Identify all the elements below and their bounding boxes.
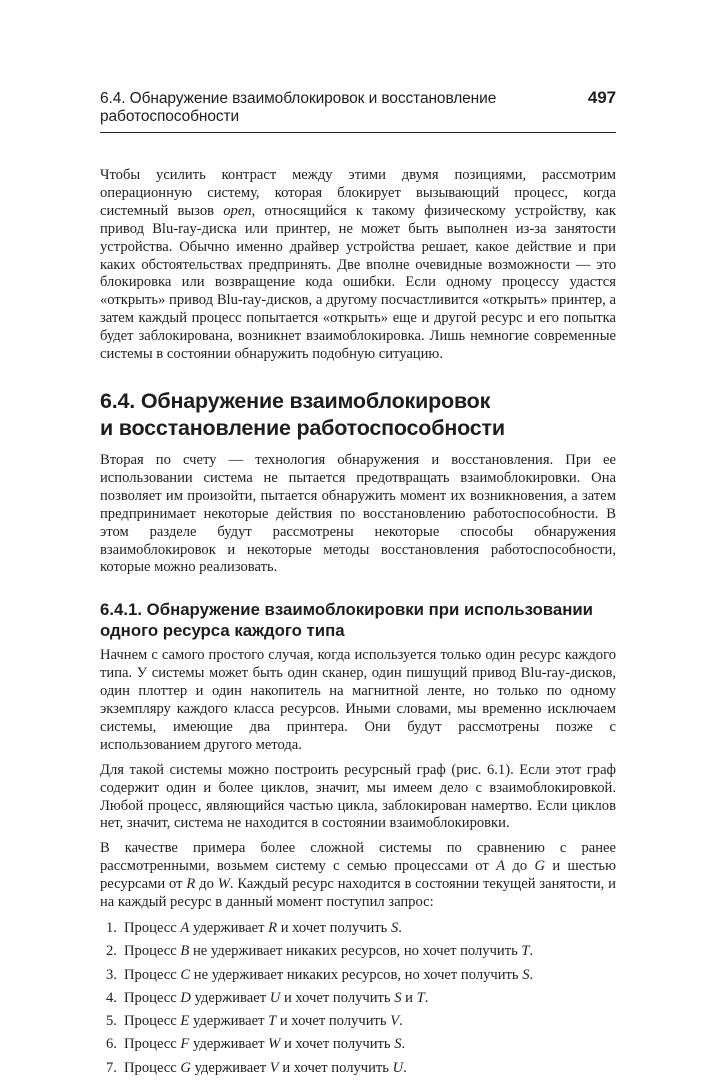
list-item: 2. Процесс B не удерживает никаких ресурсов, но хочет получить T.	[106, 943, 534, 960]
subsection-paragraph-1: Начнем с самого простого случая, когда используется только один ресурс каждого типа. У системы может быть один сканер, один пишущий привод Blu-ray-дисков, один плоттер и один накопитель на магнитной ленте, но только по одному экземпляру каждого класса ресурсов. Иными словами, мы временно исключаем системы, имеющие два принтера. Они будут рассмотрены позже с использованием другого метода.	[100, 647, 616, 753]
intro-text-2: , относящийся к такому физическому устройству, как привод Blu-ray-диска или принтер, не может быть выполнен из-за занятости устройства. Обычно именно драйвер устройства решает, какое действие и при каких обстоятельствах предпринять. Две вполне очевидные возможности — это блокировка или возвращение кода ошибки. Если одному процессу удастся «открыть» привод Blu-ray-дисков, а другому посчастливится «открыть» принтер, а затем каждый процесс попытается «открыть» еще и другой ресурс и его попытка будет заблокирована, возникнет взаимоблокировка. Лишь немногие современные системы в состоянии обнаружить подобную ситуацию.	[100, 202, 616, 363]
syscall-open: open	[223, 202, 252, 219]
list-item: 3. Процесс C не удерживает никаких ресурсов, но хочет получить S.	[106, 966, 534, 983]
subsection-paragraph-3: В качестве примера более сложной системы по сравнению с ранее рассмотренными, возьмем систему с семью процессами от A до G и шестью ресурсами от R до W. Каждый ресурс находится в состоянии текущей занятости, и на каждый ресурс в данный момент поступил запрос:	[100, 840, 616, 911]
list-item: 7. Процесс G удерживает V и хочет получить U.	[106, 1059, 407, 1076]
intro-paragraph	[100, 167, 616, 364]
list-item: 6. Процесс F удерживает W и хочет получить S.	[106, 1036, 406, 1053]
page-number: 497	[587, 88, 616, 107]
book-page	[100, 88, 616, 1083]
subsection-heading-line2: одного ресурса каждого типа	[100, 621, 345, 641]
list-item: 1. Процесс A удерживает R и хочет получить S.	[106, 920, 402, 936]
section-heading	[100, 388, 616, 442]
running-head-title: 6.4. Обнаружение взаимоблокировок и восстановление работоспособности	[100, 90, 497, 125]
running-head	[100, 88, 616, 133]
subsection-paragraph-2: Для такой системы можно построить ресурсный граф (рис. 6.1). Если этот граф содержит один и более циклов, значит, мы имеем дело с взаимоблокировкой. Любой процесс, являющийся частью цикла, заблокирован намертво. Если циклов нет, значит, система не находится в состоянии взаимоблокировки.	[100, 761, 616, 832]
list-item: 5. Процесс E удерживает T и хочет получить V.	[106, 1013, 403, 1030]
intro-text-1: Чтобы усилить контраст между этими двумя позициями, рассмотрим операционную систему, которая блокирует вызывающий процесс, когда системный вызов	[100, 167, 616, 219]
section-paragraph: Вторая по счету — технология обнаружения и восстановления. При ее использовании система не пытается предотвращать взаимоблокировки. Она позволяет им произойти, пытается обнаружить момент их возникновения, а затем предпринимает некоторые действия по восстановлению работоспособности. В этом разделе будут рассмотрены некоторые способы обнаружения взаимоблокировок и некоторые методы восстановления работоспособности, которые можно реализовать.	[100, 451, 616, 576]
subsection-heading	[100, 599, 616, 641]
section-heading-line1: 6.4. Обнаружение взаимоблокировок	[100, 388, 491, 413]
process-list	[100, 920, 616, 1078]
section-heading-line2: и восстановление работоспособности	[100, 415, 505, 440]
list-item: 4. Процесс D удерживает U и хочет получить S и T.	[106, 989, 429, 1006]
subsection-heading-line1: 6.4.1. Обнаружение взаимоблокировки при использовании	[100, 600, 593, 620]
